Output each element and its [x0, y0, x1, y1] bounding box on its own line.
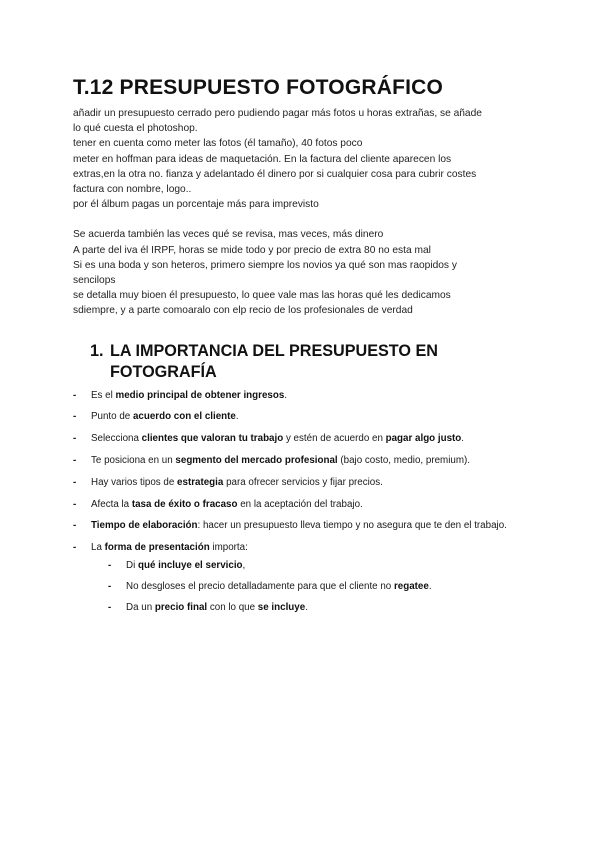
- intro-notes: [73, 106, 535, 319]
- list-item: - Afecta la tasa de éxito o fracaso en la aceptación del trabajo.: [73, 498, 535, 512]
- note-line: A parte del iva él IRPF, horas se mide todo y por precio de extra 80 no esta mal: [73, 244, 431, 256]
- list-item: - Hay varios tipos de estrategia para ofrecer servicios y fijar precios.: [73, 476, 535, 490]
- note-line: Se acuerda también las veces qué se revisa, mas veces, más dinero: [73, 229, 384, 241]
- document-page: [73, 74, 535, 623]
- note-line: sdiempre, y a parte comoaralo con elp recio de los profesionales de verdad: [73, 305, 413, 317]
- sub-list-item: - Di qué incluye el servicio,: [108, 559, 535, 573]
- sub-bullet-list: [108, 559, 535, 615]
- bullet-list: [73, 389, 535, 615]
- intro-line: tener en cuenta como meter las fotos (él tamaño), 40 fotos poco: [73, 138, 363, 150]
- list-item: - Punto de acuerdo con el cliente.: [73, 410, 535, 424]
- note-line: se detalla muy bioen él presupuesto, lo quee vale mas las horas qué les dedicamos: [73, 290, 451, 302]
- intro-line: añadir un presupuesto cerrado pero pudiendo pagar más fotos u horas extrañas, se añade: [73, 108, 482, 119]
- list-item: - Es el medio principal de obtener ingresos.: [73, 389, 535, 403]
- note-line: sencilops: [73, 275, 116, 287]
- list-item: - Selecciona clientes que valoran tu trabajo y estén de acuerdo en pagar algo justo.: [73, 432, 535, 446]
- intro-line: factura con nombre, logo..: [73, 184, 192, 196]
- intro-line: extras,en la otra no. fianza y adelantado él dinero por si cualquier cosa para cubrir costes: [73, 168, 477, 180]
- intro-line: lo qué cuesta el photoshop.: [73, 123, 198, 135]
- sub-list-item: - No desgloses el precio detalladamente para que el cliente no regatee.: [108, 580, 535, 594]
- list-item: - Te posiciona en un segmento del mercado profesional (bajo costo, medio, premium).: [73, 454, 535, 468]
- section-number: 1.: [90, 341, 104, 360]
- intro-line: meter en hoffman para ideas de maquetación. En la factura del cliente aparecen los: [73, 153, 452, 165]
- section-title: LA IMPORTANCIA DEL PRESUPUESTO EN FOTOGRAFÍA: [110, 341, 438, 381]
- list-item: - La forma de presentación importa: - Di qué incluye el servicio, - No desgloses el precio detalladamente para que el cliente no regatee. - Da un precio final con lo que se incluye.: [73, 541, 535, 615]
- note-line: Si es una boda y son heteros, primero siempre los novios ya qué son mas raopidos y: [73, 259, 457, 271]
- page-title: T.12 PRESUPUESTO FOTOGRÁFICO: [73, 76, 444, 99]
- intro-line: por él álbum pagas un porcentaje más para imprevisto: [73, 199, 319, 211]
- list-item: - Tiempo de elaboración: hacer un presupuesto lleva tiempo y no asegura que te den el trabajo.: [73, 519, 535, 533]
- sub-list-item: - Da un precio final con lo que se incluye.: [108, 601, 535, 615]
- section-heading: [90, 341, 535, 383]
